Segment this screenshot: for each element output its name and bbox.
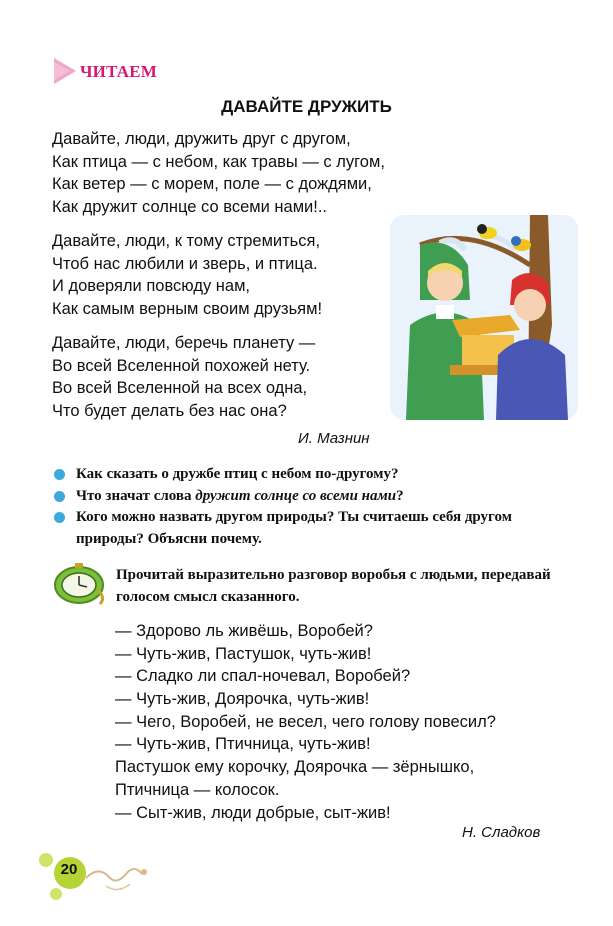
reading-task: Прочитай выразительно разговор воробья с людьми, передавай голосом смысл сказанного.: [116, 567, 551, 605]
bullet-icon: [54, 512, 65, 523]
poem-author: И. Мазнин: [298, 430, 370, 447]
question-quote: дружит солнце со всеми нами: [195, 487, 397, 504]
dialogue-line: — Сладко ли спал-ночевал, Воробей?: [115, 667, 411, 686]
poem-line: Что будет делать без нас она?: [52, 401, 287, 420]
question-text: Кого можно назвать другом природы? Ты считаешь себя другом природы? Объясни почему.: [76, 509, 512, 547]
dialogue-line: Пастушок ему корочку, Доярочка — зёрнышко,: [115, 758, 475, 777]
poem-line: Как птица — с небом, как травы — с лугом,: [52, 152, 385, 171]
section-label: ЧИТАЕМ: [80, 62, 158, 81]
poem-line: Как ветер — с морем, поле — с дождями,: [52, 175, 372, 194]
section-marker-arrow-icon: [52, 56, 78, 86]
dialogue-author: Н. Сладков: [462, 824, 541, 841]
question-text: Что значат слова: [76, 487, 196, 504]
dialogue-line: — Здорово ль живёшь, Воробей?: [115, 622, 373, 640]
poem-line: И доверяли повсюду нам,: [52, 277, 250, 296]
poem-line: Давайте, люди, беречь планету —: [52, 334, 316, 352]
dialogue-line: Птичница — колосок.: [115, 780, 280, 799]
dialogue-text: [115, 620, 496, 824]
dialogue-line: — Чуть-жив, Доярочка, чуть-жив!: [115, 690, 370, 709]
poem-line: Давайте, люди, дружить друг с другом,: [52, 130, 351, 148]
poem-line: Во всей Вселенной похожей нету.: [52, 356, 311, 375]
bullet-icon: [54, 491, 65, 502]
bullet-icon: [54, 469, 65, 480]
poem-line: Чтоб нас любили и зверь, и птица.: [52, 254, 318, 273]
poem-stanza-2: [52, 230, 322, 320]
page-title: ДАВАЙТЕ ДРУЖИТЬ: [221, 97, 392, 116]
page-number: 20: [60, 861, 78, 878]
poem-line: Во всей Вселенной на всех одна,: [52, 379, 308, 398]
poem-stanza-3: [52, 332, 315, 422]
question-item-2: [52, 486, 572, 508]
dialogue-line: — Чуть-жив, Птичница, чуть-жив!: [115, 735, 371, 754]
question-text-end: ?: [396, 487, 404, 504]
dialogue-line: — Чуть-жив, Пастушок, чуть-жив!: [115, 644, 372, 663]
question-list: [52, 464, 572, 550]
poem-line: Давайте, люди, к тому стремиться,: [52, 232, 321, 250]
dialogue-line: — Чего, Воробей, не весел, чего голову повесил?: [115, 712, 496, 731]
poem-line: Как самым верным своим друзьям!: [52, 299, 323, 318]
question-item-1: [52, 464, 572, 486]
poem-line: Как дружит солнце со всеми нами!..: [52, 197, 328, 216]
question-item-3: [52, 507, 572, 550]
dialogue-line: — Сыт-жив, люди добрые, сыт-жив!: [115, 803, 391, 822]
page-number-badge: [28, 848, 158, 904]
poem-stanza-1: [52, 128, 385, 218]
stopwatch-icon: [50, 560, 108, 606]
question-text: Как сказать о дружбе птиц с небом по-другому?: [76, 466, 399, 482]
children-bird-feeder-illustration: [380, 205, 580, 425]
